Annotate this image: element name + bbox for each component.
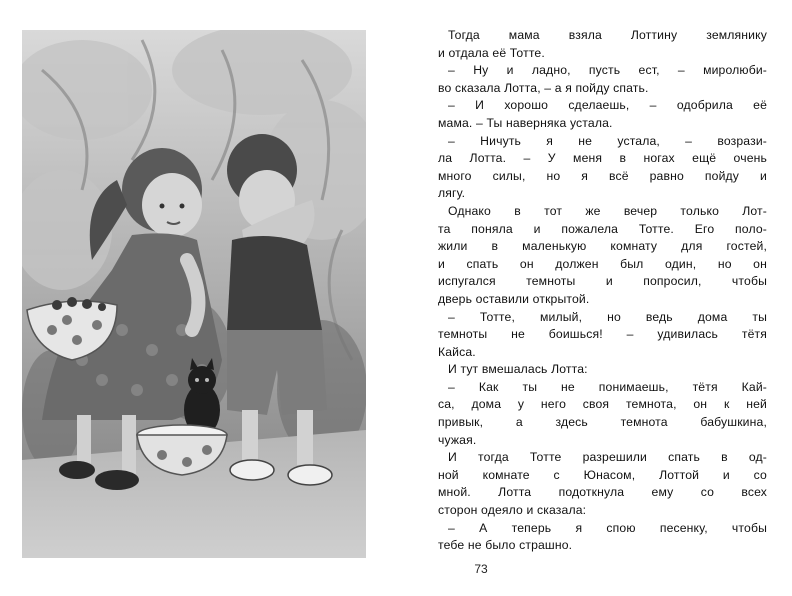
text-line: во сказала Лотта, – а я пойду спать.: [438, 80, 649, 95]
text-line: – Тотте, милый, но ведь дома ты: [448, 309, 767, 324]
text-page: [438, 27, 767, 555]
text-line: – А теперь я спою песенку, чтобы: [448, 520, 767, 535]
text-line: И тут вмешалась Лотта:: [448, 362, 588, 377]
text-line: дверь оставили открытой.: [438, 291, 590, 306]
text-line: са, дома у него своя темнота, он к ней: [438, 397, 767, 412]
text-line: – Ну и ладно, пусть ест, – миролюби-: [448, 63, 767, 78]
paragraph: [438, 449, 767, 519]
text-line: сторон одеяло и сказала:: [438, 503, 587, 518]
paragraph: [438, 203, 767, 309]
text-line: темноты не боишься! – удивилась тётя: [438, 327, 767, 342]
text-line: мной. Лотта подоткнула ему со всех: [438, 485, 767, 500]
illustration: [22, 30, 366, 558]
page-number-text: 73: [474, 562, 488, 576]
text-line: и отдала её Тотте.: [438, 45, 545, 60]
text-line: испугался темноты и попросил, чтобы: [438, 274, 767, 289]
text-line: ной комнате с Юнасом, Лоттой и со: [438, 467, 767, 482]
paragraph: [438, 27, 767, 62]
illustration-drawing: [22, 30, 366, 558]
text-line: лягу.: [438, 186, 466, 201]
text-line: тебе не было страшно.: [438, 538, 573, 553]
text-line: и спать он должен был один, но он: [438, 256, 767, 271]
text-line: та поняла и пожалела Тотте. Его поло-: [438, 221, 767, 236]
paragraph: [438, 133, 767, 203]
page-number: [0, 562, 792, 576]
paragraph: [438, 62, 767, 97]
text-line: много силы, но я всё равно пойду и: [438, 168, 767, 183]
text-line: – И хорошо сделаешь, – одобрила её: [448, 98, 767, 113]
text-line: – Как ты не понимаешь, тётя Кай-: [448, 379, 767, 394]
text-line: мама. – Ты наверняка устала.: [438, 115, 613, 130]
paragraph: [438, 520, 767, 555]
text-line: жили в маленькую комнату для гостей,: [438, 239, 767, 254]
paragraph: [438, 361, 767, 379]
text-line: ла Лотта. – У меня в ногах ещё очень: [438, 151, 767, 166]
text-line: Кайса.: [438, 344, 476, 359]
text-line: Тогда мама взяла Лоттину землянику: [448, 28, 767, 42]
text-line: И тогда Тотте разрешили спать в од-: [448, 450, 767, 465]
paragraph: [438, 309, 767, 362]
paragraph: [438, 97, 767, 132]
text-line: чужая.: [438, 432, 477, 447]
text-line: – Ничуть я не устала, – возрази-: [448, 133, 767, 148]
paragraph: [438, 379, 767, 449]
text-line: Однако в тот же вечер только Лот-: [448, 203, 767, 218]
text-line: привык, а здесь темнота бабушкина,: [438, 415, 767, 430]
